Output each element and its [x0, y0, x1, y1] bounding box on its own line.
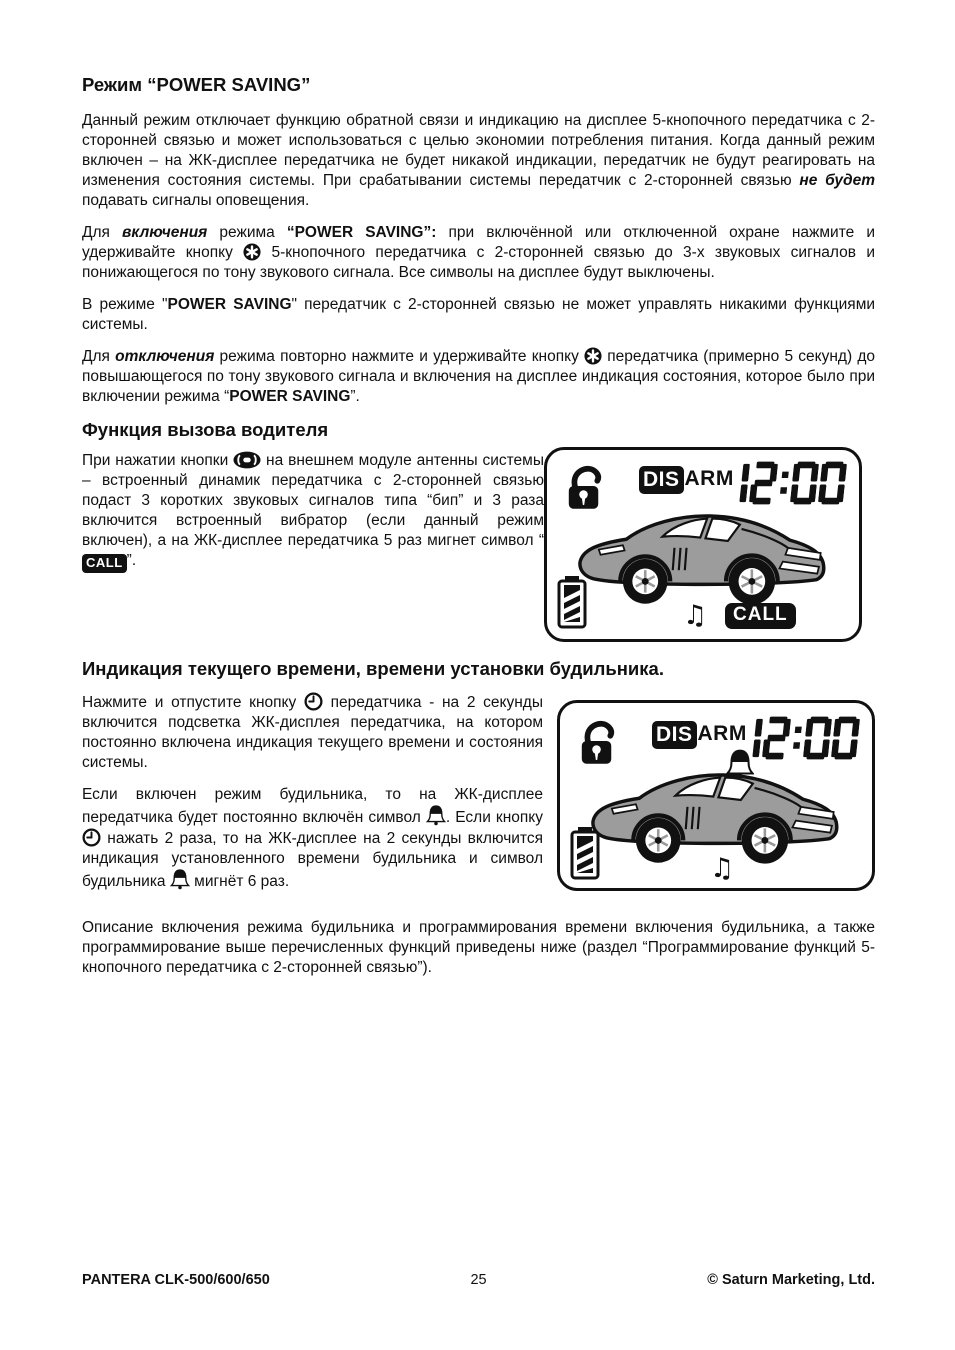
paragraph-alarm-mode [82, 785, 543, 892]
heading-driver-call: Функция вызова водителя [82, 419, 329, 440]
text-run: подавать сигналы оповещения. [82, 192, 310, 209]
battery-icon [557, 575, 587, 629]
text-run-bold: POWER SAVING [229, 388, 351, 405]
text-run: передатчика - на 2 секунды включится подсветка ЖК-дисплея передатчика, на котором постоянно включена индикация текущего времени и состояния системы. [82, 694, 543, 771]
heading-time-indication: Индикация текущего времени, времени установки будильника. [82, 658, 664, 679]
text-run: Нажмите и отпустите кнопку [82, 694, 304, 711]
clock-button-icon [82, 828, 101, 847]
text-run: Если включен режим будильника, то на ЖК-дисплее передатчика будет постоянно включён символ [82, 786, 543, 826]
text-run: ”. [126, 552, 137, 569]
paragraph-power-saving-limit [82, 295, 875, 335]
time-indication-section [82, 692, 875, 904]
power-saving-button-icon [243, 243, 261, 261]
paragraph-power-saving-off [82, 347, 875, 407]
text-run: нажать 2 раза, то на ЖК-дисплее на 2 секунды включится индикация установленного времени будильника и символ будильника [82, 830, 543, 890]
paragraph-driver-call [82, 451, 544, 573]
car-illustration [586, 755, 844, 869]
music-note-icon: ♫ [710, 853, 735, 884]
text-run: Для [82, 224, 123, 241]
text-run: на внешнем модуле антенны системы – встроенный динамик передатчика с 2-сторонней связью подаст 3 коротких звуковых сигналов типа “бип” и 3 раза включится встроенный вибратор (если данный режим включен), а на ЖК-дисплее передатчика 5 раз мигнет символ “ [82, 452, 544, 549]
text-run: мигнёт 6 раз. [189, 873, 290, 890]
page-footer [82, 1271, 875, 1289]
arm-text: ARM [697, 722, 747, 745]
text-run: при включённой или отключенной охране нажмите и удерживайте кнопку [82, 224, 875, 261]
paragraph-power-saving-intro [82, 111, 875, 211]
text-run: При нажатии кнопки [82, 452, 234, 469]
text-run-bold: POWER SAVING [167, 296, 292, 313]
call-button-icon [233, 451, 261, 469]
text-run: Данный режим отключает функцию обратной связи и индикацию на дисплее 5-кнопочного передатчика с 2-сторонней связью и может использоваться с целью экономии потребления питания. Когда данный режим включен – на ЖК-дисплее передатчика не будет никакой индикации, передатчик не будут реагировать на изменения состояния системы. При срабатывании системы передатчик с 2-сторонней связью [82, 112, 875, 189]
paragraph-power-saving-on [82, 223, 875, 283]
text-run: Описание включения режима будильника и программирования времени включения будильника, а также программирование выше перечисленных функций приведены ниже (раздел “Программирование функций 5-кнопочного передатчика с 2-сторонней связью”). [82, 919, 875, 976]
alarm-bell-icon [170, 869, 190, 890]
clock-button-icon [304, 692, 323, 711]
call-symbol-badge: CALL [82, 554, 127, 573]
arm-text: ARM [684, 467, 734, 490]
disarm-indicator [639, 466, 734, 495]
footer-page-number: 25 [470, 1272, 487, 1288]
car-illustration [573, 496, 831, 610]
disarm-indicator [652, 721, 747, 750]
text-run: 5-кнопочного передатчика с 2-сторонней связью до 3-х звуковых сигналов и понижающегося по тону звукового сигнала. Все символы на дисплее будут выключены. [82, 244, 875, 281]
call-badge: CALL [725, 603, 796, 629]
driver-call-section [82, 451, 875, 642]
text-run: режима [207, 224, 287, 241]
lcd-display-alarm [557, 700, 875, 891]
lcd-display-call [544, 447, 862, 642]
paragraph-programming-note [82, 918, 875, 978]
heading-power-saving: Режим “POWER SAVING” [82, 74, 311, 95]
dis-badge: DIS [652, 721, 697, 749]
paragraph-time-display [82, 692, 543, 773]
text-run: В режиме " [82, 296, 168, 313]
text-run: передатчика (примерно 5 секунд) до повышающегося по тону звукового сигнала и включения на дисплее индикация состояния, которое было при включении режима “ [82, 348, 875, 405]
text-run-emphasis: включения [122, 224, 208, 241]
alarm-bell-icon [426, 805, 446, 826]
dis-badge: DIS [639, 466, 684, 494]
footer-copyright: © Saturn Marketing, Ltd. [707, 1272, 876, 1288]
text-run-emphasis: не будет [799, 172, 875, 189]
battery-icon [570, 826, 600, 880]
text-run-emphasis: отключения [115, 348, 215, 365]
text-run: . Если кнопку [445, 809, 543, 826]
text-run: Для [82, 348, 116, 365]
music-note-icon: ♫ [683, 600, 708, 631]
power-saving-button-icon [584, 347, 602, 365]
text-run: режима повторно нажмите и удерживайте кнопку [214, 348, 585, 365]
text-run: ”. [350, 388, 360, 405]
text-run-bold: “POWER SAVING”: [286, 224, 437, 241]
text-run: " передатчик с 2-сторонней связью не может управлять никакими функциями системы. [82, 296, 876, 333]
footer-model: PANTERA CLK-500/600/650 [82, 1272, 270, 1288]
time-indication-text-column [82, 692, 543, 904]
